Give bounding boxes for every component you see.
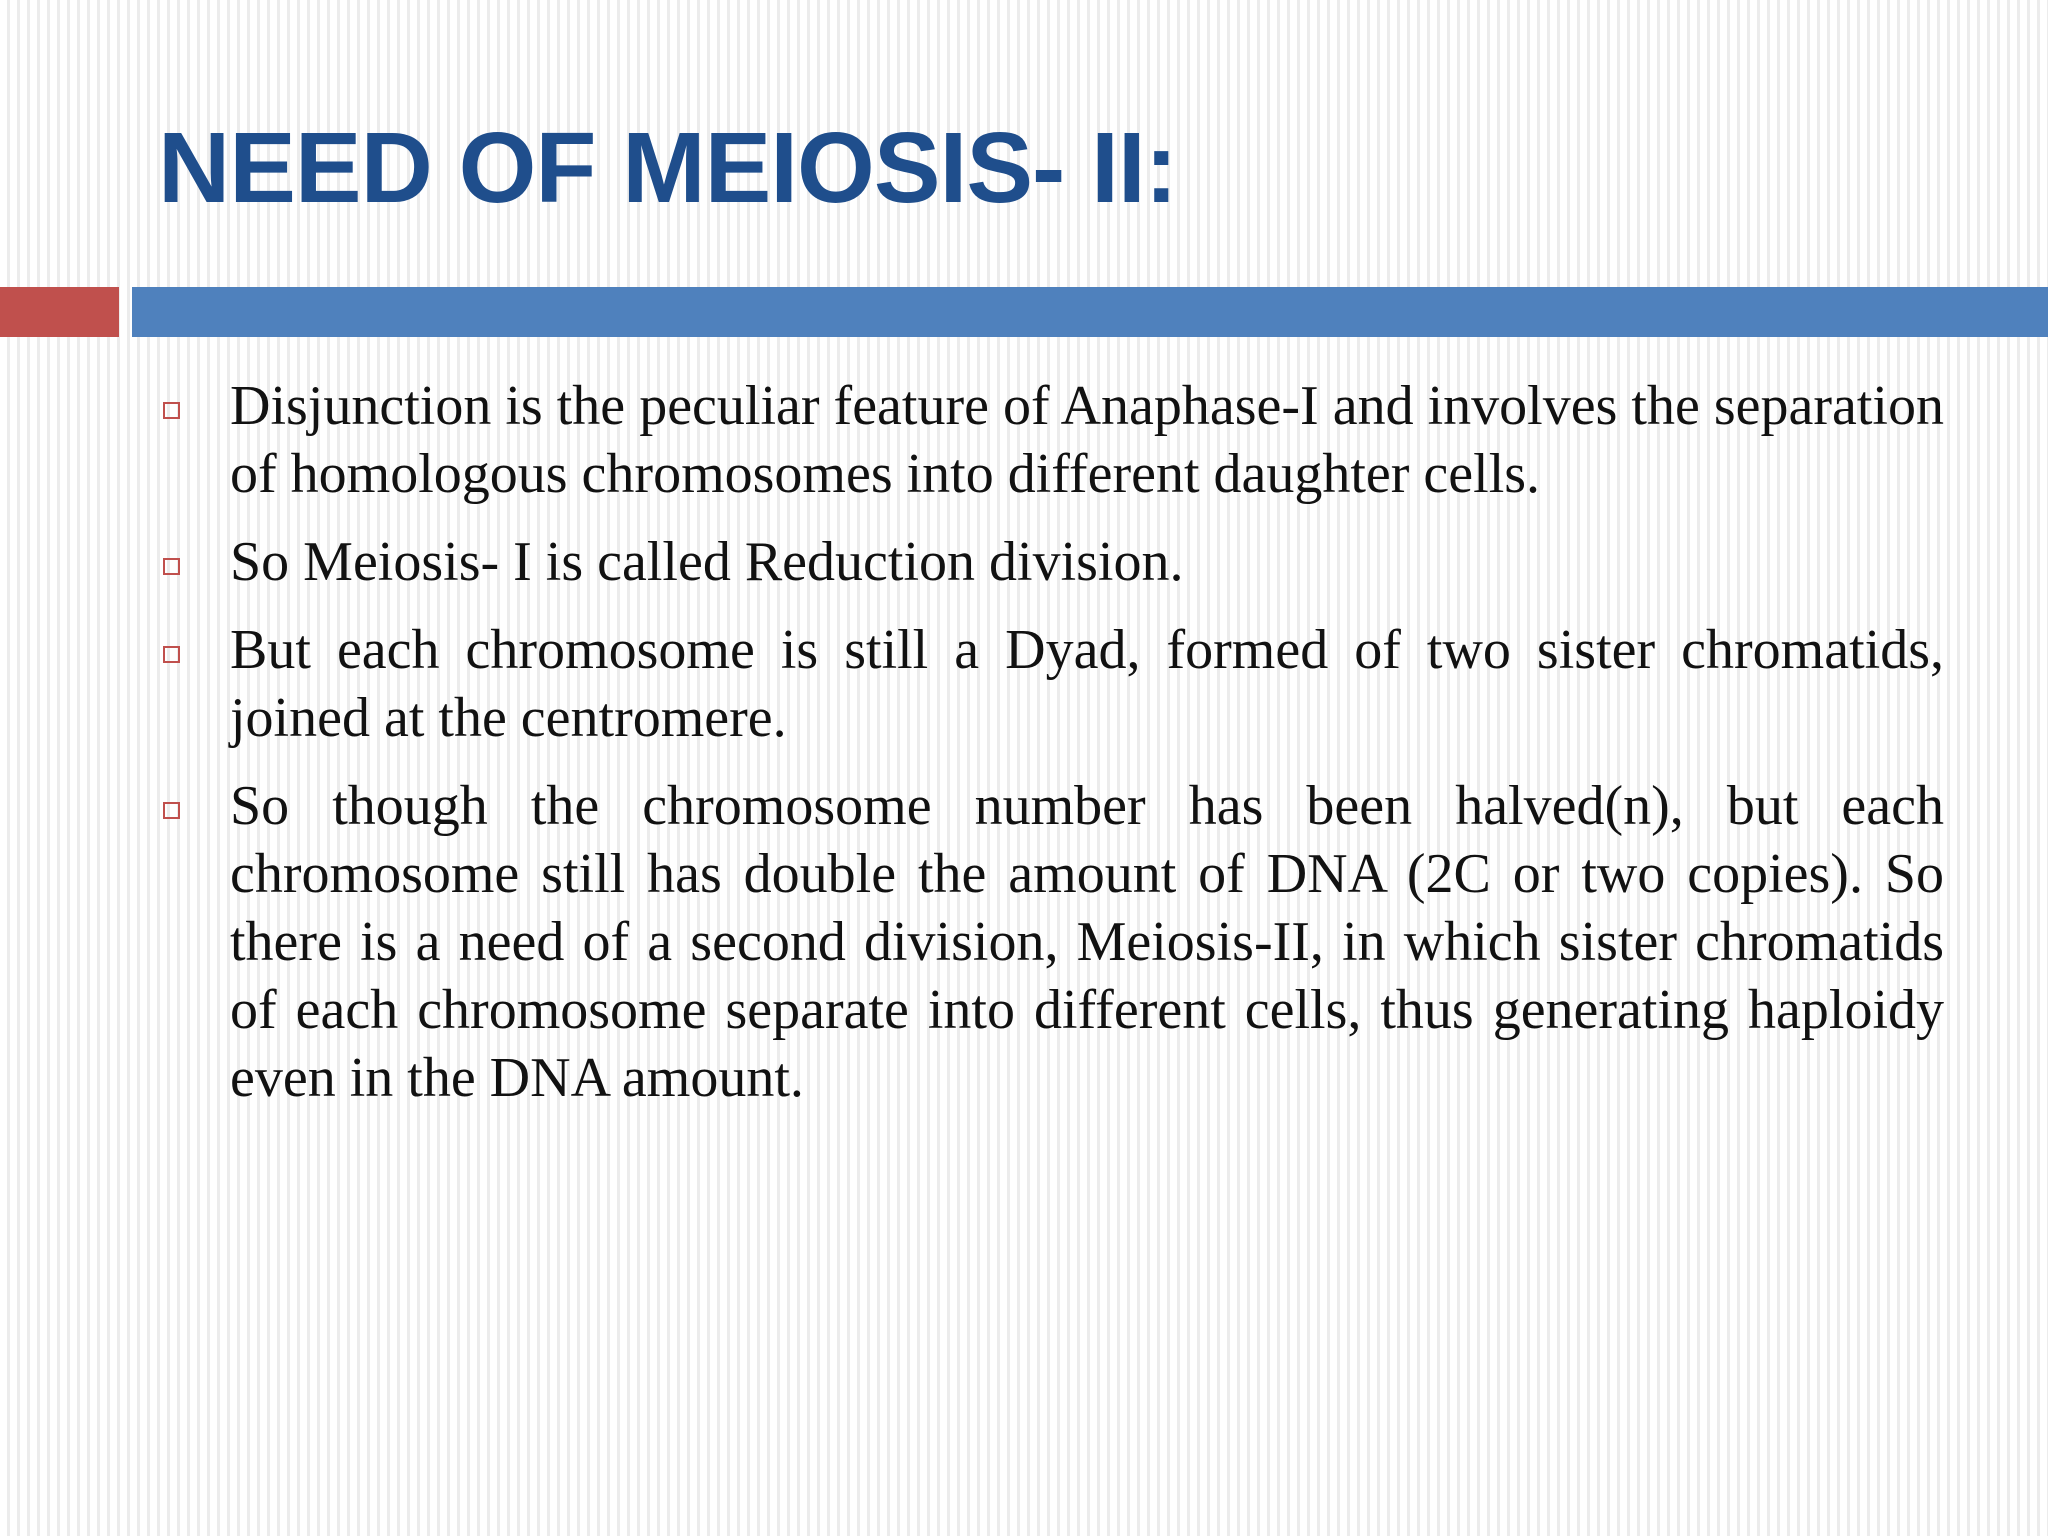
hollow-square-icon (163, 558, 180, 575)
bullet-text: So Meiosis- I is called Reduction division. (230, 531, 1184, 593)
bullet-text: So though the chromosome number has been halved(n), but each chromosome still has double the amount of DNA (2C or two copies). So there is a need of a second division, Meiosis-II, in which sister chromatids of each chromosome separate into different cells, thus generating haploidy even in the DNA amount. (230, 775, 1944, 1109)
bullet-item (160, 772, 1944, 1112)
slide-title: NEED OF MEIOSIS- II: (158, 112, 1177, 224)
bullet-list (160, 372, 1944, 1132)
hollow-square-icon (163, 802, 180, 819)
bullet-item (160, 528, 1944, 596)
bullet-text: But each chromosome is still a Dyad, formed of two sister chromatids, joined at the centromere. (230, 619, 1944, 749)
accent-bar-blue (132, 287, 2048, 337)
bullet-item (160, 616, 1944, 752)
accent-bar-red (0, 287, 119, 337)
hollow-square-icon (163, 646, 180, 663)
bullet-text: Disjunction is the peculiar feature of Anaphase-I and involves the separation of homologous chromosomes into different daughter cells. (230, 375, 1944, 505)
hollow-square-icon (163, 402, 180, 419)
bullet-item (160, 372, 1944, 508)
